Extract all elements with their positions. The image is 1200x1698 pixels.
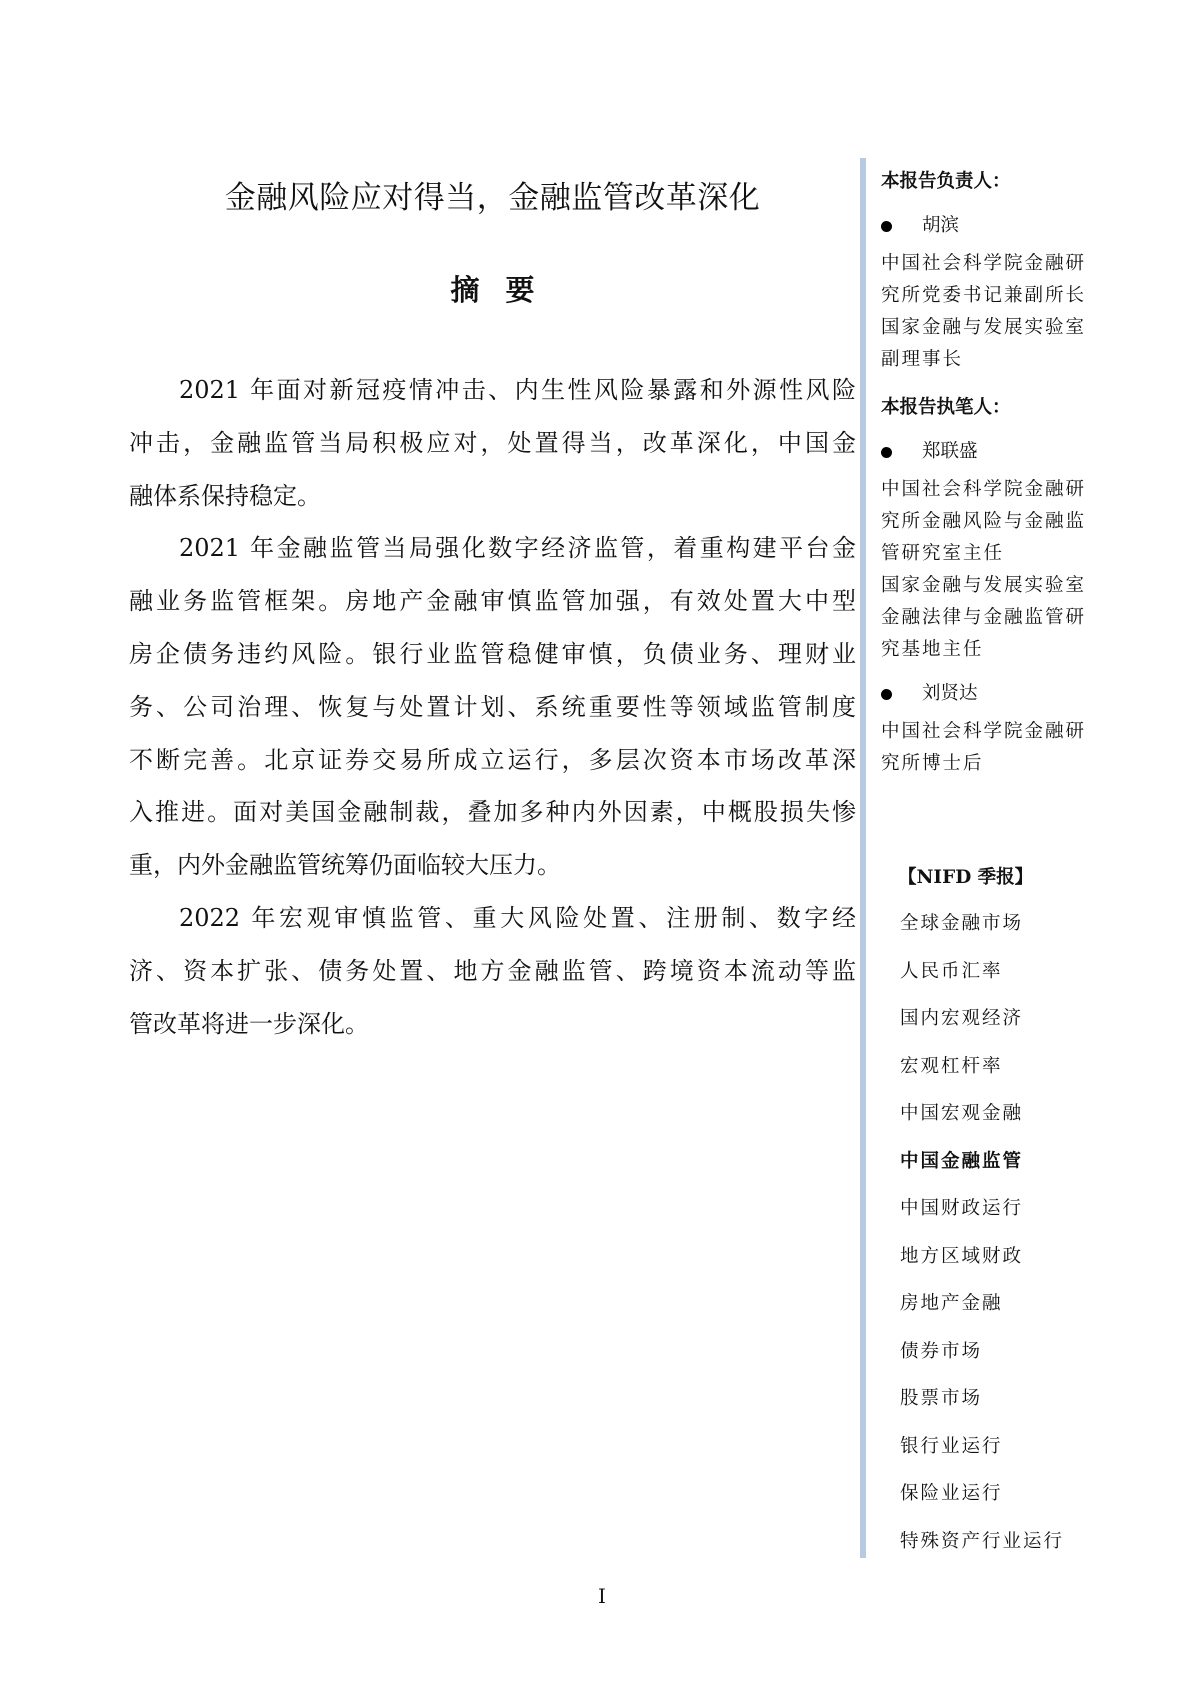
person-title: 副理事长 — [881, 349, 964, 370]
report-title: 金融风险应对得当，金融监管改革深化 — [224, 180, 761, 216]
paragraph-line: 2021 年面对新冠疫情冲击、内生性风险暴露和外源性风险 — [179, 376, 856, 404]
nifd-item[interactable]: 中国财政运行 — [900, 1198, 1024, 1219]
nifd-item[interactable]: 保险业运行 — [900, 1483, 1003, 1504]
nifd-heading: 【NIFD 季报】 — [898, 867, 1034, 888]
paragraph-line: 不断完善。北京证券交易所成立运行，多层次资本市场改革深 — [129, 745, 856, 774]
person-title: 中国社会科学院金融研 — [881, 479, 1087, 500]
nifd-item[interactable]: 国内宏观经济 — [900, 1008, 1024, 1029]
sidebar-divider — [860, 158, 866, 1558]
nifd-item[interactable]: 中国宏观金融 — [900, 1103, 1024, 1124]
nifd-item[interactable]: 房地产金融 — [900, 1293, 1003, 1314]
responsible-heading: 本报告负责人： — [881, 171, 1011, 192]
person-name: 郑联盛 — [922, 441, 978, 462]
person-title: 中国社会科学院金融研 — [881, 253, 1087, 274]
paragraph-line: 务、公司治理、恢复与处置计划、系统重要性等领域监管制度 — [129, 692, 856, 721]
authors-heading: 本报告执笔人： — [881, 397, 1011, 418]
bullet-icon — [881, 221, 892, 232]
paragraph-line: 冲击，金融监管当局积极应对，处置得当，改革深化，中国金 — [129, 428, 856, 457]
abstract-heading: 摘要 — [450, 273, 561, 307]
paragraph-line: 管改革将进一步深化。 — [129, 1009, 369, 1038]
nifd-item[interactable]: 中国金融监管 — [900, 1150, 1024, 1172]
nifd-item[interactable]: 人民币汇率 — [900, 960, 1003, 982]
paragraph-line: 济、资本扩张、债务处置、地方金融监管、跨境资本流动等监 — [129, 956, 856, 985]
person-title: 金融法律与金融监管研 — [881, 607, 1087, 628]
person-entry — [881, 678, 1106, 710]
nifd-item[interactable]: 银行业运行 — [900, 1435, 1003, 1457]
paragraph-line: 融业务监管框架。房地产金融审慎监管加强，有效处置大中型 — [129, 587, 856, 616]
spacer — [881, 376, 1106, 392]
person-entry — [881, 436, 1106, 468]
authors-sidebar — [881, 166, 1106, 780]
bullet-icon — [881, 447, 892, 458]
person-name: 刘贤达 — [922, 683, 978, 704]
paragraph-line: 房企债务违约风险。银行业监管稳健审慎，负债业务、理财业 — [129, 639, 856, 668]
nifd-item[interactable]: 股票市场 — [900, 1388, 983, 1409]
paragraph-line: 2021 年金融监管当局强化数字经济监管，着重构建平台金 — [179, 534, 856, 563]
bullet-icon — [881, 689, 892, 700]
nifd-item[interactable]: 地方区域财政 — [900, 1245, 1024, 1267]
abstract-body — [129, 364, 856, 1050]
page-number: I — [598, 1584, 606, 1608]
nifd-item[interactable]: 全球金融市场 — [900, 913, 1024, 934]
paragraph-line: 重，内外金融监管统筹仍面临较大压力。 — [129, 851, 561, 880]
person-title: 国家金融与发展实验室 — [881, 575, 1087, 596]
person-title: 究所金融风险与金融监 — [881, 511, 1087, 532]
person-title: 管研究室主任 — [881, 543, 1005, 564]
person-entry — [881, 210, 1106, 242]
nifd-report-list — [900, 862, 1064, 1565]
paragraph-line: 2022 年宏观审慎监管、重大风险处置、注册制、数字经 — [179, 903, 856, 932]
paragraph-line: 融体系保持稳定。 — [129, 481, 321, 510]
nifd-item[interactable]: 债券市场 — [900, 1340, 983, 1362]
nifd-item[interactable]: 宏观杠杆率 — [900, 1055, 1003, 1077]
person-title: 究基地主任 — [881, 639, 984, 660]
person-name: 胡滨 — [922, 215, 960, 236]
person-title: 究所博士后 — [881, 753, 984, 774]
person-title: 中国社会科学院金融研 — [881, 721, 1087, 742]
paragraph-line: 入推进。面对美国金融制裁，叠加多种内外因素，中概股损失惨 — [129, 798, 856, 827]
nifd-item[interactable]: 特殊资产行业运行 — [900, 1530, 1065, 1552]
person-title: 究所党委书记兼副所长 — [881, 285, 1087, 306]
person-title: 国家金融与发展实验室 — [881, 317, 1087, 338]
